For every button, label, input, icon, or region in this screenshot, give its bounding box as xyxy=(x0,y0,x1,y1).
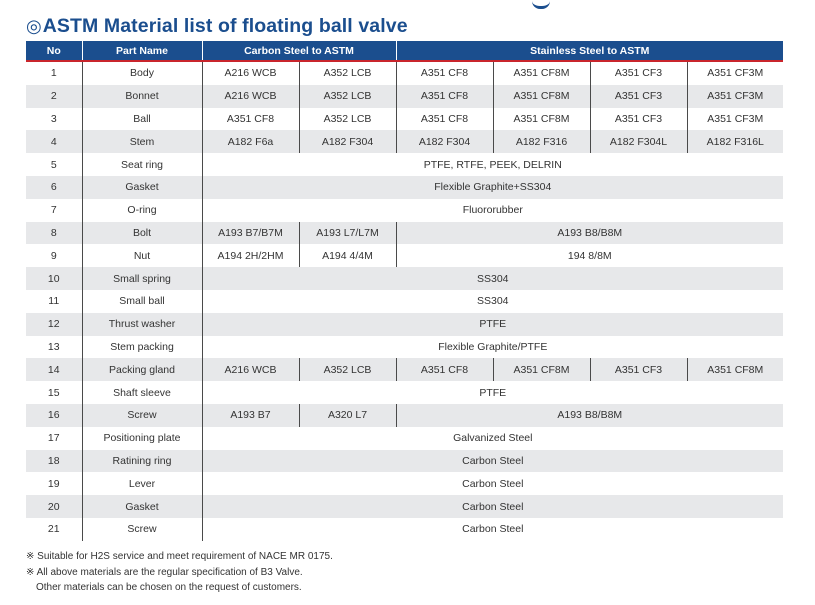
row-number-cell: 16 xyxy=(26,404,82,427)
material-cell: A182 F316 xyxy=(493,130,590,153)
part-name-cell: Screw xyxy=(82,404,202,427)
material-cell: A351 CF8M xyxy=(493,358,590,381)
material-cell: A351 CF8 xyxy=(396,358,493,381)
table-row xyxy=(26,244,783,267)
material-cell: A351 CF8 xyxy=(396,85,493,108)
material-cell: A351 CF8M xyxy=(687,358,783,381)
common-material-cell: SS304 xyxy=(202,267,783,290)
header-carbon-steel: Carbon Steel to ASTM xyxy=(202,41,396,61)
material-cell: A351 CF8M xyxy=(493,108,590,131)
material-cell: A182 F316L xyxy=(687,130,783,153)
material-cell: A352 LCB xyxy=(299,61,396,85)
table-row xyxy=(26,358,783,381)
table-row xyxy=(26,381,783,404)
table-row xyxy=(26,176,783,199)
carbon-material-cell: A194 4/4M xyxy=(299,244,396,267)
decorative-bracket-icon xyxy=(532,0,550,9)
footnotes xyxy=(26,549,333,596)
material-cell: A351 CF3M xyxy=(687,61,783,85)
row-number-cell: 10 xyxy=(26,267,82,290)
header-part-name: Part Name xyxy=(82,41,202,61)
row-number-cell: 2 xyxy=(26,85,82,108)
common-material-cell: Carbon Steel xyxy=(202,472,783,495)
row-number-cell: 15 xyxy=(26,381,82,404)
common-material-cell: Galvanized Steel xyxy=(202,427,783,450)
material-cell: A182 F304L xyxy=(590,130,687,153)
part-name-cell: Small ball xyxy=(82,290,202,313)
row-number-cell: 11 xyxy=(26,290,82,313)
material-cell: A216 WCB xyxy=(202,85,299,108)
row-number-cell: 21 xyxy=(26,518,82,541)
table-row xyxy=(26,518,783,541)
note-other-materials: Other materials can be chosen on the request of customers. xyxy=(36,582,302,593)
material-cell: A182 F304 xyxy=(396,130,493,153)
note-regular-spec: ※ All above materials are the regular specification of B3 Valve. xyxy=(26,566,303,578)
part-name-cell: Gasket xyxy=(82,495,202,518)
part-name-cell: Packing gland xyxy=(82,358,202,381)
row-number-cell: 19 xyxy=(26,472,82,495)
material-cell: A216 WCB xyxy=(202,61,299,85)
row-number-cell: 1 xyxy=(26,61,82,85)
table-row xyxy=(26,108,783,131)
carbon-material-cell: A193 B7/B7M xyxy=(202,222,299,245)
row-number-cell: 18 xyxy=(26,450,82,473)
page-title xyxy=(26,14,408,38)
table-row xyxy=(26,404,783,427)
table-row xyxy=(26,313,783,336)
carbon-material-cell: A194 2H/2HM xyxy=(202,244,299,267)
part-name-cell: O-ring xyxy=(82,199,202,222)
part-name-cell: Nut xyxy=(82,244,202,267)
common-material-cell: Flexible Graphite/PTFE xyxy=(202,336,783,359)
carbon-material-cell: A193 L7/L7M xyxy=(299,222,396,245)
common-material-cell: PTFE, RTFE, PEEK, DELRIN xyxy=(202,153,783,176)
material-cell: A351 CF3 xyxy=(590,85,687,108)
row-number-cell: 14 xyxy=(26,358,82,381)
part-name-cell: Bolt xyxy=(82,222,202,245)
table-header-row xyxy=(26,41,783,61)
row-number-cell: 5 xyxy=(26,153,82,176)
table-row xyxy=(26,336,783,359)
table-row xyxy=(26,61,783,85)
material-cell: A351 CF8M xyxy=(493,85,590,108)
table-row xyxy=(26,495,783,518)
part-name-cell: Screw xyxy=(82,518,202,541)
stainless-material-cell: A193 B8/B8M xyxy=(396,222,783,245)
row-number-cell: 7 xyxy=(26,199,82,222)
title-text: ASTM Material list of floating ball valve xyxy=(42,14,408,37)
part-name-cell: Shaft sleeve xyxy=(82,381,202,404)
row-number-cell: 6 xyxy=(26,176,82,199)
material-cell: A216 WCB xyxy=(202,358,299,381)
table-body xyxy=(26,61,783,541)
row-number-cell: 17 xyxy=(26,427,82,450)
row-number-cell: 13 xyxy=(26,336,82,359)
part-name-cell: Small spring xyxy=(82,267,202,290)
table-row xyxy=(26,267,783,290)
table-row xyxy=(26,427,783,450)
note-nace: ※ Suitable for H2S service and meet requirement of NACE MR 0175. xyxy=(26,551,333,562)
material-cell: A182 F6a xyxy=(202,130,299,153)
row-number-cell: 20 xyxy=(26,495,82,518)
table-row xyxy=(26,130,783,153)
header-stainless-steel: Stainless Steel to ASTM xyxy=(396,41,783,61)
material-cell: A351 CF3 xyxy=(590,61,687,85)
part-name-cell: Lever xyxy=(82,472,202,495)
table-row xyxy=(26,222,783,245)
part-name-cell: Positioning plate xyxy=(82,427,202,450)
material-cell: A182 F304 xyxy=(299,130,396,153)
row-number-cell: 4 xyxy=(26,130,82,153)
material-table xyxy=(26,41,783,541)
part-name-cell: Ratining ring xyxy=(82,450,202,473)
material-cell: A351 CF8 xyxy=(396,108,493,131)
common-material-cell: Carbon Steel xyxy=(202,518,783,541)
row-number-cell: 8 xyxy=(26,222,82,245)
material-cell: A352 LCB xyxy=(299,108,396,131)
double-circle-icon: ◎ xyxy=(26,16,42,36)
material-cell: A351 CF3M xyxy=(687,108,783,131)
common-material-cell: Flexible Graphite+SS304 xyxy=(202,176,783,199)
material-cell: A351 CF3 xyxy=(590,358,687,381)
table-row xyxy=(26,153,783,176)
stainless-material-cell: 194 8/8M xyxy=(396,244,783,267)
part-name-cell: Bonnet xyxy=(82,85,202,108)
stainless-material-cell: A193 B8/B8M xyxy=(396,404,783,427)
table-row xyxy=(26,472,783,495)
table-row xyxy=(26,199,783,222)
carbon-material-cell: A193 B7 xyxy=(202,404,299,427)
material-cell: A351 CF3M xyxy=(687,85,783,108)
common-material-cell: SS304 xyxy=(202,290,783,313)
part-name-cell: Body xyxy=(82,61,202,85)
part-name-cell: Ball xyxy=(82,108,202,131)
header-no: No xyxy=(26,41,82,61)
table-row xyxy=(26,290,783,313)
row-number-cell: 9 xyxy=(26,244,82,267)
carbon-material-cell: A320 L7 xyxy=(299,404,396,427)
material-cell: A352 LCB xyxy=(299,85,396,108)
material-cell: A351 CF8 xyxy=(396,61,493,85)
common-material-cell: Carbon Steel xyxy=(202,495,783,518)
row-number-cell: 3 xyxy=(26,108,82,131)
part-name-cell: Stem xyxy=(82,130,202,153)
material-cell: A351 CF8M xyxy=(493,61,590,85)
common-material-cell: Fluororubber xyxy=(202,199,783,222)
table-row xyxy=(26,450,783,473)
common-material-cell: Carbon Steel xyxy=(202,450,783,473)
part-name-cell: Stem packing xyxy=(82,336,202,359)
row-number-cell: 12 xyxy=(26,313,82,336)
material-cell: A351 CF3 xyxy=(590,108,687,131)
table-row xyxy=(26,85,783,108)
material-cell: A352 LCB xyxy=(299,358,396,381)
common-material-cell: PTFE xyxy=(202,313,783,336)
material-cell: A351 CF8 xyxy=(202,108,299,131)
part-name-cell: Seat ring xyxy=(82,153,202,176)
part-name-cell: Thrust washer xyxy=(82,313,202,336)
part-name-cell: Gasket xyxy=(82,176,202,199)
common-material-cell: PTFE xyxy=(202,381,783,404)
